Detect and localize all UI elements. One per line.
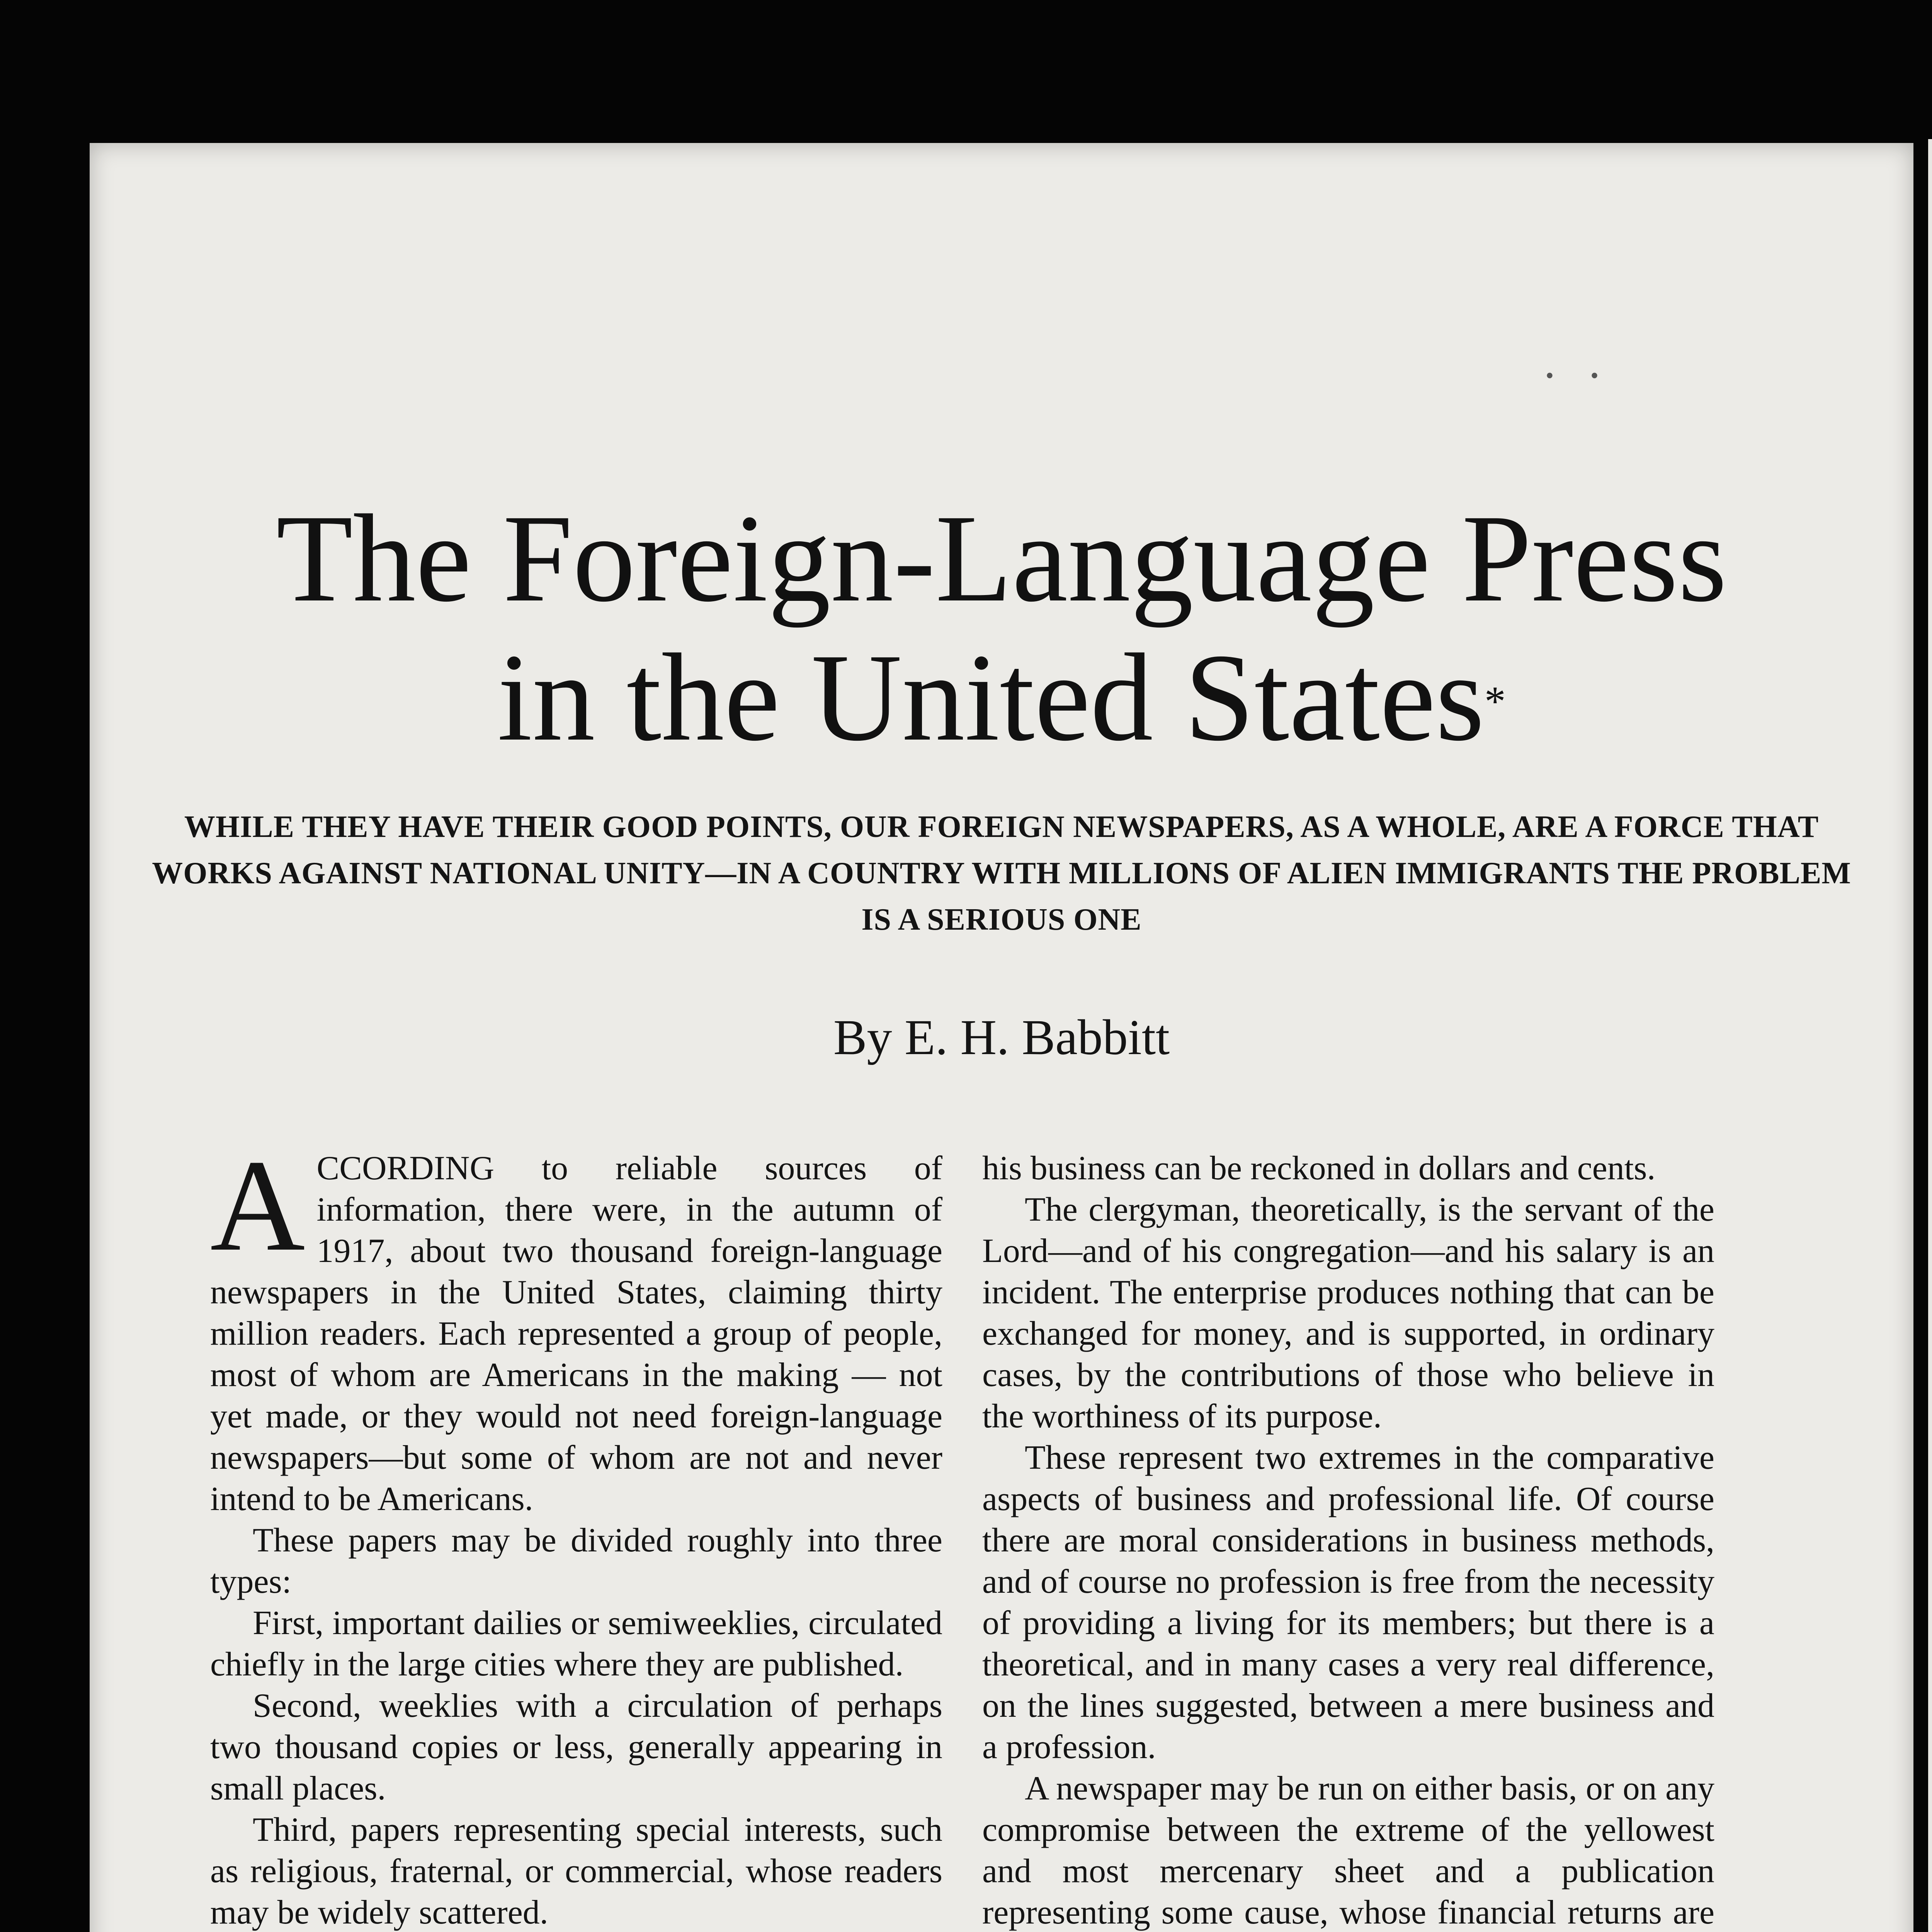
paragraph: ACCORDING to reliable sources of information, there were, in the autumn of 1917, about two thousand foreign-language newspapers in the United States, claiming thirty million readers. Each represented a group of people, most of whom are Americans in the making — not yet made, or they would not need foreign-language newspapers—but some of whom are not and never intend to be Americans. <box>210 1133 942 1518</box>
page-specks: • • <box>1546 363 1614 388</box>
paragraph: These papers may be divided roughly into three types: <box>210 1522 942 1600</box>
paragraph: Third, papers representing special interests, such as religious, fraternal, or commercial, whose readers may be widely scattered. <box>210 1811 942 1931</box>
adjacent-page-edge <box>1928 139 1932 1932</box>
byline: By E. H. Babbitt <box>833 1010 1170 1065</box>
paragraph: The clergyman, theoretically, is the servant of the Lord—and of his congregation—and his salary is an incident. The enterprise produces nothing that can be exchanged for money, and is supported, in ordinary cases, by the contributions of those who believe in the worthiness of its purpose. <box>982 1191 1714 1435</box>
paragraph: A newspaper may be run on either basis, or on any compromise between the extreme of the yellowest and most mercenary sheet and a publication representing some cause, whose financial returns are <box>982 1770 1714 1931</box>
right-column <box>982 1148 1714 1932</box>
magazine-page <box>90 143 1913 1932</box>
footnote-mark: * <box>1484 678 1506 725</box>
paragraph: These represent two extremes in the comparative aspects of business and professional life. Of course there are moral considerations in business methods, and of course no profession is free from the necessity of providing a living for its members; but there is a theoretical, and in many cases a very real difference, on the lines suggested, between a mere business and a profession. <box>982 1439 1714 1766</box>
article-deck: WHILE THEY HAVE THEIR GOOD POINTS, OUR FOREIGN NEWSPAPERS, AS A WHOLE, ARE A FORCE THAT WORKS AGAINST NATIONAL UNITY—IN A COUNTRY WITH MILLIONS OF ALIEN IMMIGRANTS THE PROBLEM IS A SERIOUS ONE <box>152 810 1851 937</box>
drop-cap: A <box>210 1133 305 1278</box>
article-title-line-2: in the United States* <box>497 628 1506 767</box>
paragraph: First, important dailies or semiweeklies, circulated chiefly in the large cities where they are published. <box>210 1604 942 1683</box>
article-title-line-1: The Foreign-Language Press <box>276 489 1727 628</box>
paragraph: Second, weeklies with a circulation of perhaps two thousand copies or less, generally appearing in small places. <box>210 1687 942 1807</box>
paragraph: his business can be reckoned in dollars and cents. <box>982 1150 1656 1187</box>
left-column <box>210 1133 942 1932</box>
